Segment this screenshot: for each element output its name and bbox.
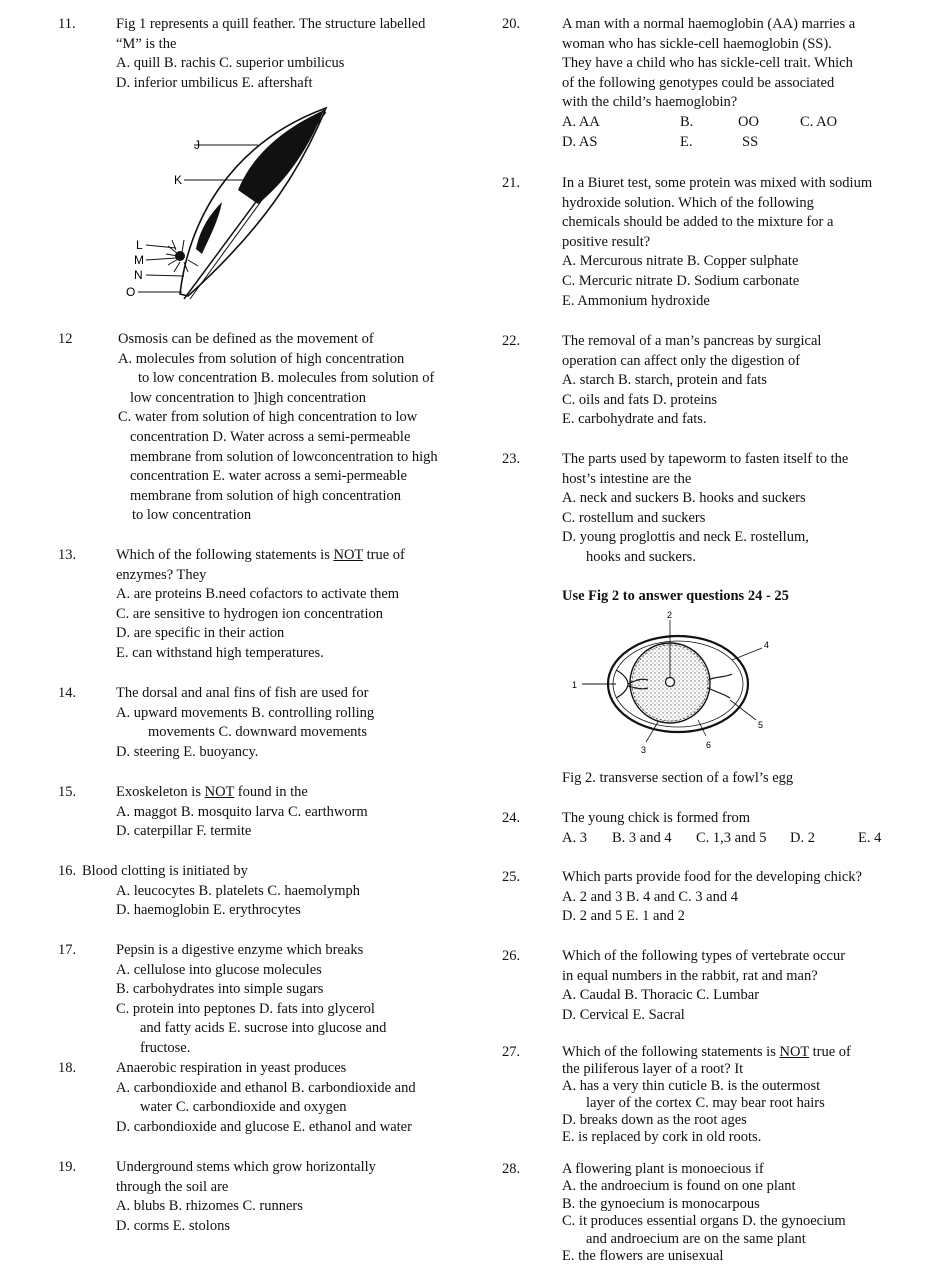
- question-text: Which of the following statements is NOT true of: [562, 1044, 851, 1060]
- option-line: C. oils and fats D. proteins: [562, 391, 718, 408]
- figure-label-6: 6: [706, 740, 712, 750]
- figure-label-2: 2: [667, 610, 673, 620]
- question-text: of the following genotypes could be associated: [562, 74, 835, 91]
- figure-label-1: 1: [572, 680, 578, 690]
- option-line: D. haemoglobin E. erythrocytes: [116, 902, 301, 919]
- figure-label-3: 3: [641, 745, 647, 755]
- option-line: C. Mercuric nitrate D. Sodium carbonate: [562, 272, 800, 289]
- option-line: C. rostellum and suckers: [562, 509, 706, 526]
- option-line: D. inferior umbilicus E. aftershaft: [116, 74, 313, 91]
- question-text: The dorsal and anal fins of fish are used for: [116, 685, 369, 701]
- option-line: E. carbohydrate and fats.: [562, 411, 707, 428]
- question-text: Pepsin is a digestive enzyme which breaks: [116, 942, 364, 958]
- option-line: A. Caudal B. Thoracic C. Lumbar: [562, 987, 760, 1004]
- fig2-heading: Use Fig 2 to answer questions 24 - 25: [562, 588, 789, 604]
- option-line: concentration E. water across a semi-permeable: [130, 468, 407, 485]
- option-line: B. carbohydrates into simple sugars: [116, 981, 324, 998]
- option-line: E. Ammonium hydroxide: [562, 292, 710, 309]
- option-line: A. Mercurous nitrate B. Copper sulphate: [562, 253, 799, 270]
- option-line: D. carbondioxide and glucose E. ethanol and water: [116, 1118, 412, 1135]
- question-text: host’s intestine are the: [562, 470, 692, 487]
- option-line: D. steering E. buoyancy.: [116, 743, 259, 760]
- question-text: Osmosis can be defined as the movement of: [118, 331, 374, 347]
- question-text: Which of the following types of vertebrate occur: [562, 948, 846, 964]
- option-line: hooks and suckers.: [586, 548, 696, 565]
- option-line: D. corms E. stolons: [116, 1217, 230, 1234]
- option-line: membrane from solution of high concentration: [130, 487, 401, 504]
- option-line: A. quill B. rachis C. superior umbilicus: [116, 55, 345, 72]
- option-line: A. has a very thin cuticle B. is the outermost: [562, 1078, 821, 1094]
- figure-label-5: 5: [758, 720, 764, 730]
- option-line: fructose.: [140, 1039, 191, 1056]
- option-line: A. neck and suckers B. hooks and suckers: [562, 490, 806, 507]
- fig2-caption: Fig 2. transverse section of a fowl’s egg: [562, 770, 794, 786]
- option-line: C. protein into peptones D. fats into glycerol: [116, 1000, 375, 1017]
- question-text: In a Biuret test, some protein was mixed with sodium: [562, 175, 873, 191]
- question-text: hydroxide solution. Which of the following: [562, 194, 814, 211]
- option-line: concentration D. Water across a semi-permeable: [130, 428, 411, 445]
- option-line: D. 2 and 5 E. 1 and 2: [562, 908, 685, 925]
- question-text: Anaerobic respiration in yeast produces: [116, 1060, 347, 1076]
- question-number: 14.: [58, 685, 77, 701]
- question-text: operation can affect only the digestion of: [562, 352, 801, 369]
- question-number: 23.: [502, 451, 521, 467]
- option-line: B. the gynoecium is monocarpous: [562, 1195, 760, 1212]
- figure-label-k: K: [174, 173, 183, 187]
- question-text: enzymes? They: [116, 566, 207, 583]
- quill-feather-figure: [118, 104, 338, 304]
- question-number: 27.: [502, 1044, 521, 1060]
- question-text: in equal numbers in the rabbit, rat and man?: [562, 967, 818, 984]
- egg-section-figure: [566, 608, 786, 762]
- question-text: with the child’s haemoglobin?: [562, 94, 738, 111]
- option-line: D. breaks down as the root ages: [562, 1112, 747, 1128]
- option-line: A. 2 and 3 B. 4 and C. 3 and 4: [562, 888, 738, 905]
- figure-label-4: 4: [764, 640, 770, 650]
- option-line: A. cellulose into glucose molecules: [116, 961, 322, 978]
- question-number: 19.: [58, 1159, 77, 1175]
- question-number: 15.: [58, 784, 77, 800]
- option-line: movements C. downward movements: [148, 724, 368, 741]
- option-line: A. leucocytes B. platelets C. haemolymph: [116, 882, 361, 899]
- question-number: 20.: [502, 16, 521, 32]
- option-line: A. upward movements B. controlling rolling: [116, 704, 375, 721]
- question-text: The parts used by tapeworm to fasten itself to the: [562, 451, 849, 467]
- option-line: A. are proteins B.need cofactors to activate them: [116, 586, 400, 603]
- question-number: 22.: [502, 333, 521, 349]
- option-line: D. young proglottis and neck E. rostellum,: [562, 529, 809, 546]
- question-text: The removal of a man’s pancreas by surgical: [562, 333, 822, 349]
- question-text: through the soil are: [116, 1178, 229, 1195]
- question-number: 13.: [58, 547, 77, 563]
- option-line: low concentration to ]high concentration: [130, 389, 366, 406]
- question-number: 25.: [502, 869, 521, 885]
- question-text: They have a child who has sickle-cell trait. Which: [562, 55, 853, 72]
- option-line: layer of the cortex C. may bear root hairs: [586, 1095, 825, 1111]
- option-line: C. are sensitive to hydrogen ion concentration: [116, 605, 383, 622]
- question-number: 26.: [502, 948, 521, 964]
- question-text: woman who has sickle-cell haemoglobin (SS).: [562, 35, 832, 52]
- question-text: Blood clotting is initiated by: [82, 863, 248, 879]
- figure-label-n: N: [134, 268, 143, 282]
- question-text: positive result?: [562, 233, 651, 250]
- question-number: 21.: [502, 175, 521, 191]
- option-row: A. 3 B. 3 and 4 C. 1,3 and 5 D. 2 E. 4: [562, 829, 882, 846]
- question-number: 18.: [58, 1060, 77, 1076]
- question-text: Underground stems which grow horizontally: [116, 1159, 376, 1175]
- option-line: E. the flowers are unisexual: [562, 1248, 724, 1265]
- option-line: C. water from solution of high concentration to low: [118, 409, 418, 426]
- question-text: A man with a normal haemoglobin (AA) marries a: [562, 16, 856, 32]
- question-text: the piliferous layer of a root? It: [562, 1061, 744, 1077]
- question-text: Exoskeleton is NOT found in the: [116, 784, 308, 800]
- question-text: “M” is the: [116, 35, 177, 52]
- question-text: Which of the following statements is NOT true of: [116, 547, 405, 563]
- option-line: A. maggot B. mosquito larva C. earthworm: [116, 803, 368, 820]
- question-number: 12: [58, 331, 73, 347]
- question-number: 24.: [502, 810, 521, 826]
- figure-label-m: M: [134, 253, 144, 267]
- option-line: membrane from solution of lowconcentration to high: [130, 448, 438, 465]
- option-line: A. the androecium is found on one plant: [562, 1178, 796, 1195]
- option-line: A. starch B. starch, protein and fats: [562, 372, 767, 389]
- figure-label-j: J: [194, 138, 200, 152]
- option-line: A. blubs B. rhizomes C. runners: [116, 1198, 303, 1215]
- option-line: C. it produces essential organs D. the gynoecium: [562, 1213, 846, 1230]
- question-text: Which parts provide food for the developing chick?: [562, 869, 862, 885]
- option-line: D. Cervical E. Sacral: [562, 1006, 685, 1023]
- question-text: The young chick is formed from: [562, 810, 751, 826]
- option-row: D. AS E. SS: [562, 133, 759, 150]
- question-text: A flowering plant is monoecious if: [562, 1161, 764, 1177]
- option-line: E. is replaced by cork in old roots.: [562, 1129, 762, 1145]
- option-line: and fatty acids E. sucrose into glucose and: [140, 1020, 387, 1037]
- question-number: 28.: [502, 1161, 521, 1177]
- question-number: 16.: [58, 863, 77, 879]
- question-number: 11.: [58, 16, 76, 32]
- option-line: and androecium are on the same plant: [586, 1230, 806, 1247]
- option-line: A. molecules from solution of high concentration: [118, 350, 405, 367]
- question-number: 17.: [58, 942, 77, 958]
- figure-label-o: O: [126, 285, 136, 299]
- figure-label-l: L: [136, 238, 143, 252]
- option-line: D. are specific in their action: [116, 625, 285, 642]
- question-text: Fig 1 represents a quill feather. The structure labelled: [116, 16, 426, 32]
- option-line: to low concentration B. molecules from solution of: [138, 370, 435, 387]
- question-text: chemicals should be added to the mixture for a: [562, 214, 834, 231]
- option-line: D. caterpillar F. termite: [116, 823, 252, 840]
- option-row: A. AA B. OO C. AO: [562, 113, 838, 130]
- option-line: to low concentration: [132, 507, 252, 524]
- option-line: water C. carbondioxide and oxygen: [140, 1099, 347, 1116]
- option-line: A. carbondioxide and ethanol B. carbondioxide and: [116, 1079, 416, 1096]
- option-line: E. can withstand high temperatures.: [116, 644, 324, 661]
